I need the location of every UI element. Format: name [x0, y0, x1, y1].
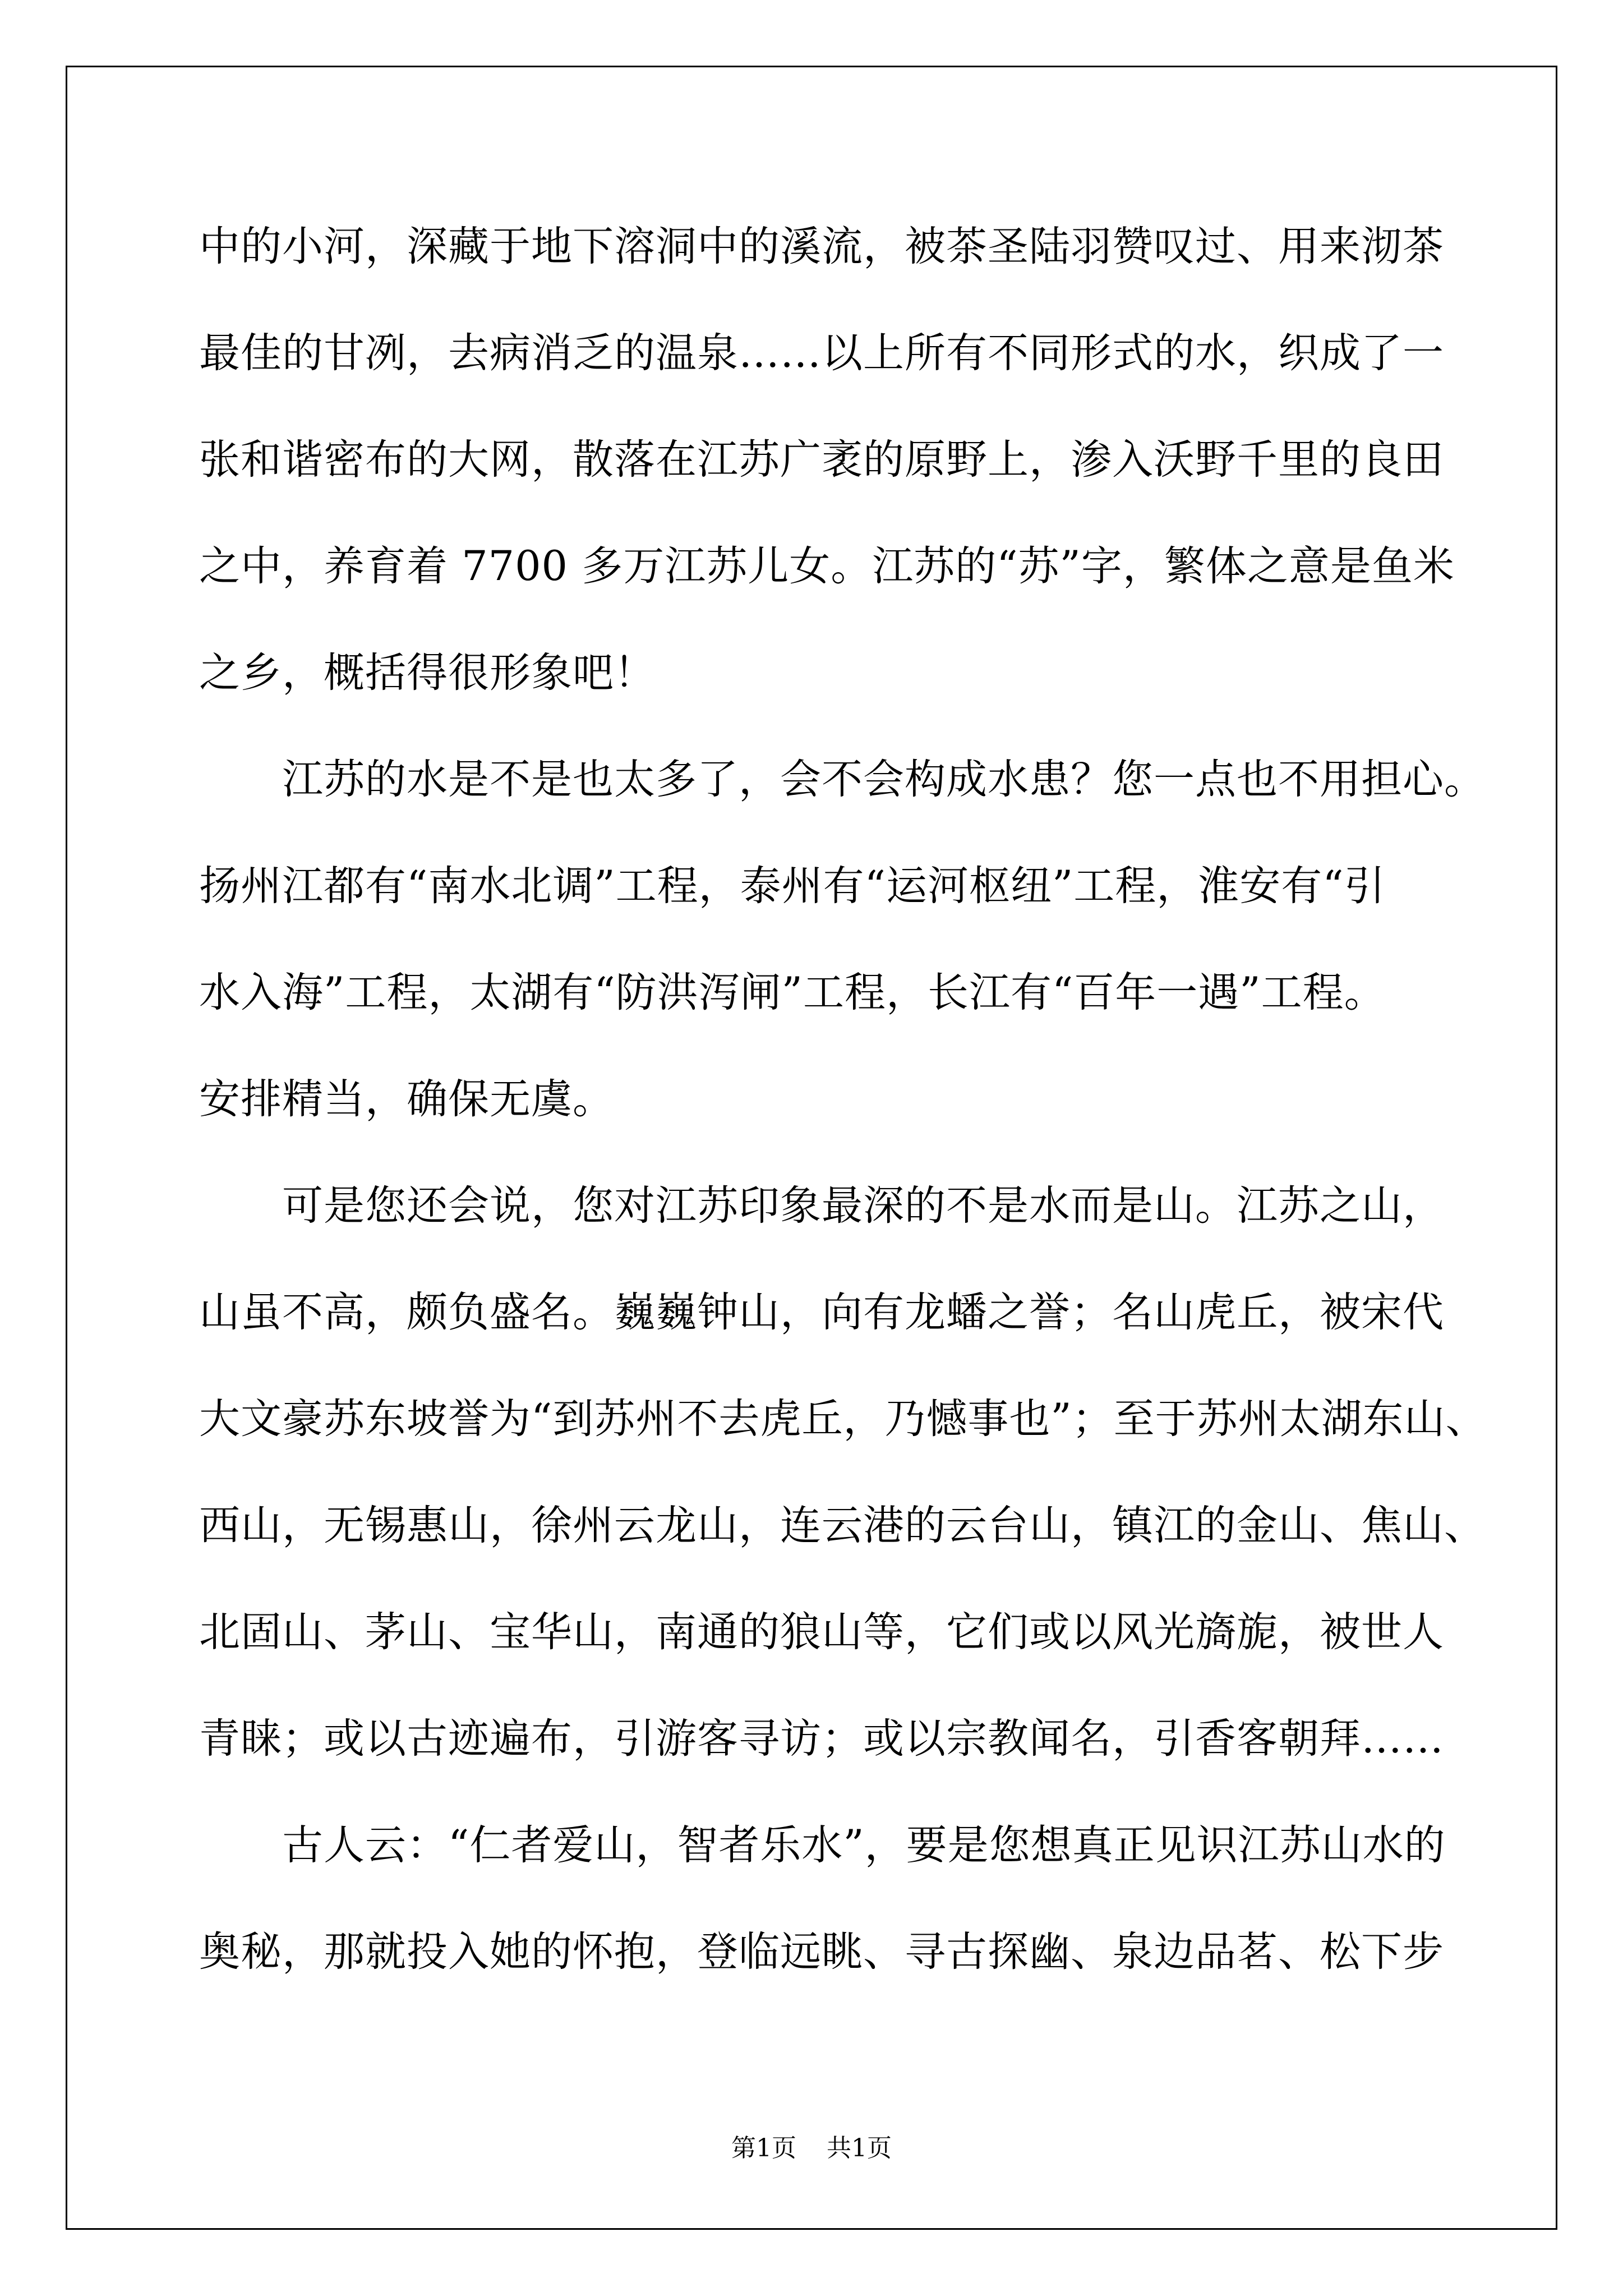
text-line: 水入海”工程，太湖有“防洪泻闸”工程，长江有“百年一遇”工程。 — [199, 969, 1386, 1016]
text-line: 中的小河，深藏于地下溶洞中的溪流，被茶圣陆羽赞叹过、用来沏茶 — [199, 223, 1444, 270]
text-line: 最佳的甘冽，去病消乏的温泉……以上所有不同形式的水，织成了一 — [199, 329, 1444, 377]
paragraph-first-line: 可是您还会说，您对江苏印象最深的不是水而是山。江苏之山， — [282, 1182, 1444, 1230]
text-line: 青睐；或以古迹遍布，引游客寻访；或以宗教闻名，引香客朝拜…… — [199, 1715, 1444, 1763]
paragraph-first-line: 古人云：“仁者爱山，智者乐水”，要是您想真正见识江苏山水的 — [282, 1821, 1446, 1869]
paragraph-first-line: 江苏的水是不是也太多了，会不会构成水患？您一点也不用担心。 — [282, 756, 1486, 803]
page-footer — [0, 2132, 1623, 2165]
text-line: 张和谐密布的大网，散落在江苏广袤的原野上，渗入沃野千里的良田 — [199, 436, 1444, 484]
text-line: 山虽不高，颇负盛名。巍巍钟山，向有龙蟠之誉；名山虎丘，被宋代 — [199, 1289, 1444, 1336]
text-line: 安排精当，确保无虞。 — [199, 1075, 614, 1123]
text-line: 扬州江都有“南水北调”工程，泰州有“运河枢纽”工程，淮安有“引 — [199, 862, 1386, 910]
text-line: 之中，养育着 7700 多万江苏儿女。江苏的“苏”字，繁体之意是鱼米 — [199, 542, 1455, 590]
text-line: 西山，无锡惠山，徐州云龙山，连云港的云台山，镇江的金山、焦山、 — [199, 1502, 1486, 1549]
text-line: 奥秘，那就投入她的怀抱，登临远眺、寻古探幽、泉边品茗、松下步 — [199, 1928, 1444, 1976]
text-line: 之乡，概括得很形象吧！ — [199, 649, 656, 697]
text-line: 北固山、茅山、宝华山，南通的狼山等，它们或以风光旖旎，被世人 — [199, 1608, 1444, 1656]
text-line: 大文豪苏东坡誉为“到苏州不去虎丘，乃憾事也”；至于苏州太湖东山、 — [199, 1395, 1487, 1443]
page-number: 第1页 — [731, 2134, 796, 2162]
page-total: 共1页 — [827, 2134, 892, 2162]
page-border — [66, 66, 1557, 2230]
